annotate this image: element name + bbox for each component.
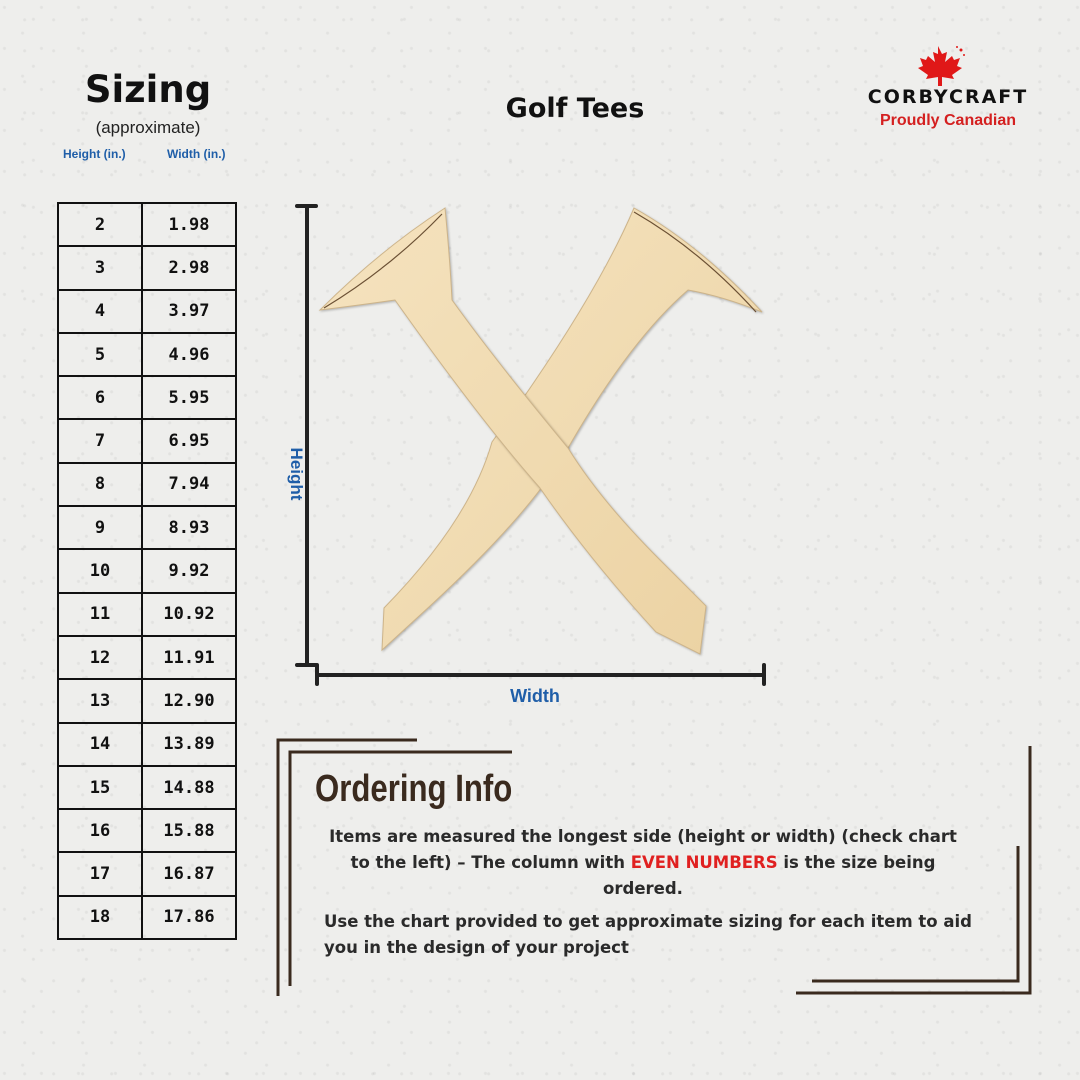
product-title: Golf Tees — [505, 93, 645, 124]
height-cell: 18 — [58, 896, 142, 939]
width-cell: 12.90 — [142, 679, 236, 722]
width-cell: 7.94 — [142, 463, 236, 506]
height-cell: 10 — [58, 549, 142, 592]
width-cell: 6.95 — [142, 419, 236, 462]
width-cell: 2.98 — [142, 246, 236, 289]
height-column-header: Height (in.) — [63, 147, 126, 161]
height-cell: 8 — [58, 463, 142, 506]
width-cell: 8.93 — [142, 506, 236, 549]
height-cell: 6 — [58, 376, 142, 419]
width-cell: 11.91 — [142, 636, 236, 679]
width-cell: 17.86 — [142, 896, 236, 939]
height-cell: 2 — [58, 203, 142, 246]
width-cell: 5.95 — [142, 376, 236, 419]
brand-tagline: Proudly Canadian — [879, 112, 1017, 129]
width-cell: 13.89 — [142, 723, 236, 766]
width-cell: 10.92 — [142, 593, 236, 636]
height-cell: 13 — [58, 679, 142, 722]
width-column-header: Width (in.) — [167, 147, 226, 161]
height-cell: 7 — [58, 419, 142, 462]
ordering-info-title: Ordering Info — [315, 768, 513, 810]
width-cell: 4.96 — [142, 333, 236, 376]
width-cell: 1.98 — [142, 203, 236, 246]
height-cell: 14 — [58, 723, 142, 766]
sizing-title: Sizing — [84, 68, 212, 111]
width-cell: 9.92 — [142, 549, 236, 592]
width-cell: 3.97 — [142, 290, 236, 333]
height-cell: 3 — [58, 246, 142, 289]
brand-name: CORBYCRAFT — [867, 86, 1029, 108]
height-cell: 16 — [58, 809, 142, 852]
width-cell: 15.88 — [142, 809, 236, 852]
height-cell: 12 — [58, 636, 142, 679]
ordering-info-paragraph-1: Items are measured the longest side (height or width) (check chart to the left) – The column with EVEN NUMBERS is the size being ordered. — [329, 827, 957, 898]
even-numbers-highlight: EVEN NUMBERS — [630, 853, 778, 872]
height-cell: 9 — [58, 506, 142, 549]
height-cell: 17 — [58, 852, 142, 895]
width-cell: 16.87 — [142, 852, 236, 895]
ordering-info-paragraph-2: Use the chart provided to get approximate sizing for each item to aid you in the design of your project — [324, 912, 972, 957]
height-cell: 15 — [58, 766, 142, 809]
height-axis-label: Height — [287, 447, 306, 501]
sizing-subtitle: (approximate) — [95, 118, 201, 137]
height-cell: 4 — [58, 290, 142, 333]
width-axis-label: Width — [510, 686, 560, 706]
height-cell: 5 — [58, 333, 142, 376]
height-cell: 11 — [58, 593, 142, 636]
width-cell: 14.88 — [142, 766, 236, 809]
